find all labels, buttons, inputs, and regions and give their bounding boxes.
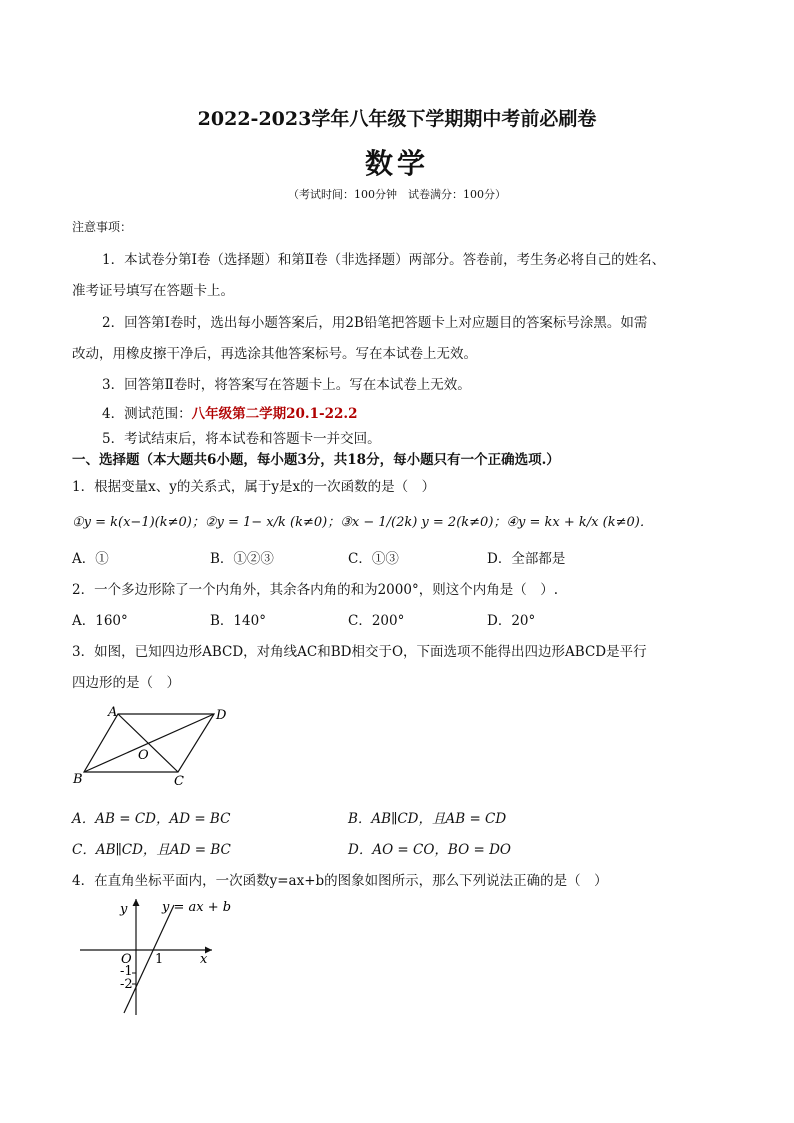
question-3-stem-line1: 3．如图，已知四边形ABCD，对角线AC和BD相交于O，下面选项不能得出四边形ABCD是平行 [72,644,647,660]
subject-title: 数学 [364,147,429,180]
q2-option-d: D．20° [487,613,536,629]
exam-title: 2022-2023学年八年级下学期期中考前必刷卷 [197,108,597,130]
notice-item-4 [102,402,357,422]
notice-item-2-line1: 2．回答第Ⅰ卷时，选出每小题答案后，用2B铅笔把答题卡上对应题目的答案标号涂黑。如需 [102,315,648,331]
q3-option-b: B．AB∥CD，且AB = CD [348,811,507,827]
q1-option-b: B．①②③ [210,551,274,567]
q2-option-c: C．200° [348,613,405,629]
q3-option-a: A．AB = CD，AD = BC [72,811,231,827]
tick-label-neg2: -2 [120,977,133,992]
exam-meta: （考试时间：100分钟 试卷满分：100分） [288,188,506,201]
y-axis-label: y [120,902,128,917]
question-1-formulas: ①y = k(x−1)(k≠0)；②y = 1− x/k (k≠0)；③x − 1/(2k) y = 2(k≠0)；④y = kx + k/x (k≠0)． [72,515,653,530]
tick-label-neg1: -1 [120,964,133,979]
q2-option-b: B．140° [210,613,266,629]
q1-option-a: A．① [72,551,109,567]
q3-option-d: D．AO = CO，BO = DO [348,842,511,858]
notice-item-3: 3．回答第Ⅱ卷时，将答案写在答题卡上。写在本试卷上无效。 [102,377,471,393]
center-label-o: O [138,748,149,763]
vertex-label-b: B [73,772,83,787]
origin-label: O [121,952,132,967]
section-heading: 一、选择题（本大题共6小题，每小题3分，共18分，每小题只有一个正确选项.） [72,452,560,468]
notice-item-2-line2: 改动，用橡皮擦干净后，再选涂其他答案标号。写在本试卷上无效。 [72,346,477,362]
vertex-label-d: D [216,708,227,723]
q1-option-c: C．①③ [348,551,399,567]
q1-option-d: D．全部都是 [487,551,566,567]
question-2-stem: 2．一个多边形除了一个内角外，其余各内角的和为2000°，则这个内角是（ ）. [72,582,558,598]
vertex-label-c: C [174,774,184,789]
notice-item-4-prefix: 4．测试范围： [102,406,192,422]
vertex-label-a: A [108,705,118,720]
question-4-stem: 4．在直角坐标平面内，一次函数y=ax+b的图象如图所示，那么下列说法正确的是（ ） [72,873,608,889]
q3-option-c: C．AB∥CD，且AD = BC [72,842,231,858]
test-range: 八年级第二学期20.1-22.2 [191,406,358,422]
notice-heading: 注意事项： [72,220,133,234]
notice-item-1-line2: 准考证号填写在答题卡上。 [72,283,234,299]
q2-option-a: A．160° [72,613,128,629]
question-1-stem: 1．根据变量x、y的关系式，属于y是x的一次函数的是（ ） [72,479,436,495]
linear-function-graph [72,893,232,1018]
parallelogram-figure [70,700,240,792]
tick-label-1: 1 [155,952,164,967]
notice-item-5: 5．考试结束后，将本试卷和答题卡一并交回。 [102,431,381,447]
question-3-stem-line2: 四边形的是（ ） [72,675,180,691]
function-label: y = ax + b [162,900,232,915]
notice-item-1-line1: 1．本试卷分第Ⅰ卷（选择题）和第Ⅱ卷（非选择题）两部分。答卷前，考生务必将自己的姓名、 [102,252,666,268]
x-axis-label: x [200,952,208,967]
